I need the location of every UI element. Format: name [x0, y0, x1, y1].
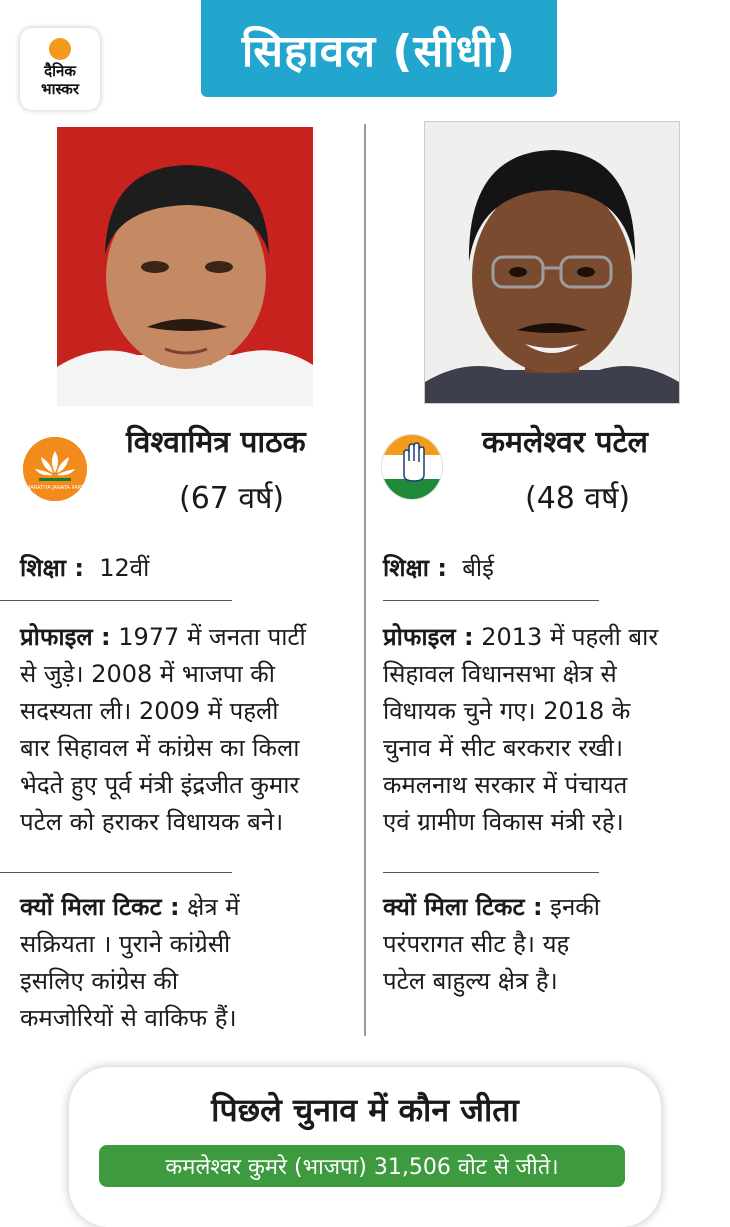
separator	[0, 872, 232, 873]
profile-line: बार सिहावल में कांग्रेस का किला	[20, 734, 300, 762]
dainik-bhaskar-logo	[20, 28, 100, 110]
candidate-age-right: (48 वर्ष)	[525, 481, 631, 516]
bjp-logo	[23, 437, 87, 501]
education-value: 12वीं	[99, 554, 150, 582]
constituency-title: सिहावल (सीधी)	[201, 0, 557, 97]
ticket-label: क्यों मिला टिकट :	[20, 893, 180, 921]
hand-icon	[382, 435, 442, 499]
person-portrait-icon	[425, 122, 679, 403]
candidate-photo-left	[57, 127, 313, 406]
profile-line: भेदते हुए पूर्व मंत्री इंद्रजीत कुमार	[20, 771, 300, 799]
profile-line: 2013 में पहली बार	[473, 623, 659, 651]
ticket-line: सक्रियता । पुराने कांग्रेसी	[20, 930, 231, 958]
profile-label: प्रोफाइल :	[20, 623, 111, 651]
candidate-photo-right	[424, 121, 680, 404]
sun-icon	[49, 38, 71, 60]
profile-line: पटेल को हराकर विधायक बने।	[20, 808, 284, 836]
ticket-reason-right	[383, 889, 723, 1000]
ticket-line: क्षेत्र में	[179, 893, 240, 921]
profile-label: प्रोफाइल :	[383, 623, 474, 651]
profile-right	[383, 619, 723, 841]
ticket-line: इसलिए कांग्रेस की	[20, 967, 179, 995]
previous-result-text: कमलेश्वर कुमरे (भाजपा) 31,506 वोट से जीते।	[99, 1145, 625, 1187]
education-label: शिक्षा :	[383, 554, 447, 582]
candidate-name-right: कमलेश्वर पटेल	[482, 425, 648, 460]
ticket-reason-left	[20, 889, 360, 1037]
person-portrait-icon	[57, 127, 313, 406]
ticket-line: कमजोरियों से वाकिफ हैं।	[20, 1004, 237, 1032]
profile-left	[20, 619, 360, 841]
previous-result-title: पिछले चुनाव में कौन जीता	[211, 1091, 519, 1129]
profile-line: सदस्यता ली। 2009 में पहली	[20, 697, 279, 725]
education-left	[20, 550, 149, 587]
profile-line: चुनाव में सीट बरकरार रखी।	[383, 734, 624, 762]
candidate-age-left: (67 वर्ष)	[179, 481, 285, 516]
brand-line-2: भास्कर	[41, 80, 79, 98]
ticket-line: इनकी	[542, 893, 600, 921]
brand-line-1: दैनिक	[44, 62, 76, 80]
inc-logo	[381, 434, 443, 500]
separator	[0, 600, 232, 601]
profile-line: एवं ग्रामीण विकास मंत्री रहे।	[383, 808, 624, 836]
profile-line: सिहावल विधानसभा क्षेत्र से	[383, 660, 617, 688]
ticket-line: परंपरागत सीट है। यह	[383, 930, 570, 958]
ticket-line: पटेल बाहुल्य क्षेत्र है।	[383, 967, 558, 995]
separator	[383, 600, 599, 601]
education-right	[383, 550, 494, 587]
ticket-label: क्यों मिला टिकट :	[383, 893, 543, 921]
profile-line: 1977 में जनता पार्टी	[110, 623, 306, 651]
candidate-name-left: विश्वामित्र पाठक	[126, 425, 306, 460]
separator	[383, 872, 599, 873]
profile-line: से जुड़े। 2008 में भाजपा की	[20, 660, 275, 688]
bjp-logo-text: BHARATIYA JANATA PARTY	[23, 485, 87, 491]
column-divider	[364, 124, 366, 1036]
lotus-icon	[23, 437, 87, 501]
profile-line: विधायक चुने गए। 2018 के	[383, 697, 631, 725]
education-label: शिक्षा :	[20, 554, 84, 582]
profile-line: कमलनाथ सरकार में पंचायत	[383, 771, 628, 799]
education-value: बीई	[462, 554, 494, 582]
